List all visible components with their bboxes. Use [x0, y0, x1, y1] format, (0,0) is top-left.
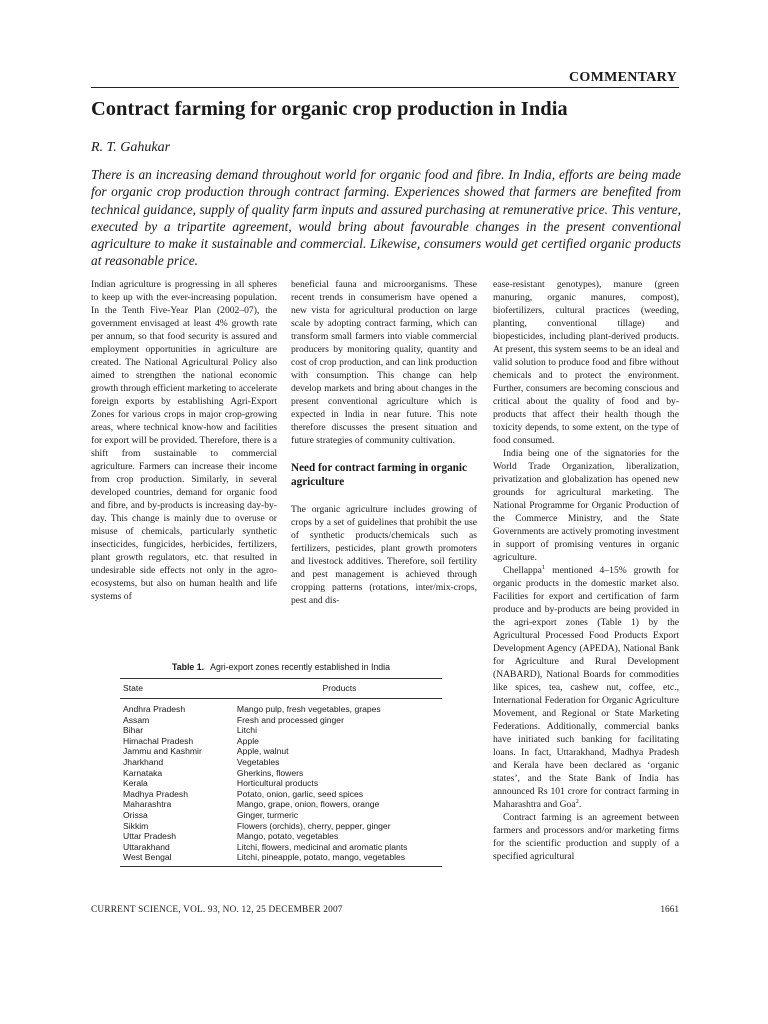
- table-1: [120, 662, 442, 867]
- table-row: [120, 704, 442, 715]
- article-abstract: There is an increasing demand throughout world for organic food and fibre. In India, efforts are being made for organic crop production through contract farming. Experiences showed that farmers are benefited from technical guidance, supply of quality farm inputs and assured purchasing at remunerative price. This venture, executed by a tripartite agreement, would bring about favourable changes in the present conventional agriculture to make it sustainable and commercial. Likewise, consumers would get certified organic products at reasonable price.: [91, 167, 681, 269]
- article-title: Contract farming for organic crop production in India: [91, 98, 568, 120]
- table-cell-products: Mango pulp, fresh vegetables, grapes: [236, 704, 381, 714]
- table-row: [120, 736, 442, 747]
- table-cell-products: Horticultural products: [236, 778, 319, 789]
- table-cell-products: Vegetables: [236, 756, 280, 767]
- table-cell-products: Mango, potato, vegetables: [236, 831, 339, 842]
- table-cell-state: Jammu and Kashmir: [123, 746, 202, 757]
- table-caption: [120, 662, 442, 672]
- reference-marker[interactable]: 2: [575, 797, 579, 805]
- citation-author: Chellappa: [503, 565, 542, 576]
- body-paragraph: India being one of the signatories for the World Trade Organization, liberalization, privatization and globalization has opened new grounds for agricultural marketing. The National Programme for Organic Production of the Commerce Ministry, and the State Governments are actively promoting investment in support of promising ventures in organic agriculture.: [493, 448, 679, 563]
- section-heading: Need for contract farming in organic agriculture: [291, 462, 467, 488]
- table-cell-products: Ginger, turmeric: [236, 809, 299, 820]
- table-row: [120, 799, 442, 810]
- paragraph-text: .: [578, 799, 582, 810]
- table-cell-products: Litchi: [236, 725, 257, 736]
- table-row: [120, 778, 442, 789]
- article-author: R. T. Gahukar: [91, 140, 171, 155]
- table-row: [120, 810, 442, 821]
- body-paragraph: ease-resistant genotypes), manure (green manuring, organic manures, compost), biofertilizers, cultural practices (weeding, planting, conventional tillage) and biopesticides, including plant-derived products. At present, this system seems to be an ideal and valid solution to produce food and fibre without chemicals and to protect the environment. Further, consumers are becoming conscious and critical about the quality of food and by-products that affect their health though the toxicity depends, to some extent, on the type of food consumed.: [493, 279, 679, 446]
- table-caption-text: Agri-export zones recently established in India: [210, 662, 391, 672]
- body-column-2: [291, 278, 477, 607]
- body-paragraph: Indian agriculture is progressing in all spheres to keep up with the ever-increasing population. In the Tenth Five-Year Plan (2002–07), the government envisaged at least 4% growth rate per annum, so that food security is assured and employment opportunities in agriculture are created. The National Agricultural Policy also aimed to strengthen the national economic growth through efficient marketing to accelerate foreign exports by establishing Agri-Export Zones for various crops in major crop-growing areas, where technical know-how and facilities for export will be provided. Therefore, there is a shift from sustainable to commercial agriculture. Farmers can increase their income from crop production. Similarly, in several developed countries, demand for organic food and fibre, and by-products is increasing day-by-day. This change is mainly due to overuse or misuse of chemicals, particularly synthetic insecticides, fungicides, herbicides, fertilizers, plant growth regulators, etc. that resulted in undesirable side effects not only in the agro-ecosystems, but also on human health and life systems of: [91, 279, 277, 602]
- table-cell-state: West Bengal: [123, 852, 172, 863]
- table-cell-state: Himachal Pradesh: [123, 735, 194, 746]
- table-cell-state: Assam: [123, 714, 150, 725]
- table-cell-products: Mango, grape, onion, flowers, orange: [236, 799, 380, 810]
- header-rule: [91, 87, 679, 88]
- table-cell-products: Fresh and processed ginger: [236, 714, 344, 725]
- table-cell-products: Litchi, flowers, medicinal and aromatic plants: [236, 841, 408, 852]
- body-paragraph: [493, 564, 679, 811]
- table-cell-products: Litchi, pineapple, potato, mango, vegetables: [236, 852, 406, 863]
- table-cell-products: Apple, walnut: [236, 746, 289, 757]
- table-cell-state: Bihar: [123, 725, 144, 736]
- table-row: [120, 852, 442, 863]
- table-label: Table 1.: [171, 662, 205, 672]
- table-cell-state: Uttarakhand: [123, 841, 170, 852]
- page-number: 1661: [660, 905, 679, 915]
- table-row: [120, 757, 442, 768]
- table-header: [120, 679, 442, 693]
- table-row: [120, 715, 442, 726]
- table-body: [120, 699, 442, 864]
- table-cell-products: Apple: [236, 735, 259, 746]
- table-row: [120, 768, 442, 779]
- body-paragraph: beneficial fauna and microorganisms. These recent trends in consumerism have opened a new vista for agricultural production on large scale by adopting contract farming, which can transform small farmers into viable commercial producers by monitoring quality, quantity and cost of crop production, and can link production with consumption. This change can help develop markets and bring about changes in the present conventional agriculture which is expected in India in near future. This note therefore discusses the present situation and future strategies of community cultivation.: [291, 279, 477, 446]
- table-row: [120, 725, 442, 736]
- body-paragraph: Contract farming is an agreement between farmers and processors and/or marketing firms for the scientific production and supply of a specified agricultural: [493, 812, 679, 862]
- table-row: [120, 789, 442, 800]
- table-cell-state: Andhra Pradesh: [123, 704, 186, 714]
- table-cell-state: Karnataka: [123, 767, 163, 778]
- paragraph-text: mentioned 4–15% growth for organic products in the domestic market also. Facilities for export and certification of farm produce and by-products are being provided in the agri-export zones (Table 1) by the Agricultural Processed Food Products Export Development Agency (APEDA), National Bank for Agriculture and Rural Development (NABARD), National Boards for commodities like spices, tea, cashew nut, coffee, etc., International Federation for Organic Agriculture Movement, and Regional or State Marketing Federations. Additionally, commercial banks have initiated such banking for facilitating loans. In fact, Uttarakhand, Madhya Pradesh and Kerala have been declared as ‘organic states’, and the State Bank of India has announced Rs 101 crore for contract farming in Maharashtra and Goa: [493, 565, 679, 810]
- body-column-3: [493, 278, 679, 863]
- table-row: [120, 831, 442, 842]
- table-cell-state: Sikkim: [123, 820, 149, 831]
- table-cell-state: Uttar Pradesh: [123, 831, 177, 842]
- table-cell-state: Kerala: [123, 778, 148, 789]
- table-header-products: Products: [322, 683, 357, 693]
- table-cell-products: Gherkins, flowers: [236, 767, 304, 778]
- table-row: [120, 746, 442, 757]
- table-cell-state: Orissa: [123, 809, 148, 820]
- table-row: [120, 821, 442, 832]
- table-row: [120, 842, 442, 853]
- table-cell-products: Flowers (orchids), cherry, pepper, ginger: [236, 820, 391, 831]
- table-cell-state: Jharkhand: [123, 756, 164, 767]
- section-label: COMMENTARY: [568, 70, 677, 85]
- table-cell-state: Maharashtra: [123, 799, 172, 810]
- reference-marker[interactable]: 1: [541, 563, 546, 571]
- body-column-1: [91, 278, 277, 603]
- journal-citation: CURRENT SCIENCE, VOL. 93, NO. 12, 25 DECEMBER 2007: [91, 905, 343, 915]
- table-cell-products: Potato, onion, garlic, seed spices: [236, 788, 364, 799]
- table-cell-state: Madhya Pradesh: [123, 788, 188, 799]
- body-paragraph: The organic agriculture includes growing of crops by a set of guidelines that prohibit the use of synthetic products/chemicals such as fertilizers, pesticides, plant growth promoters and livestock additives. Therefore, soil fertility and pest management is achieved through cropping patterns (rotations, inter/mix-crops, pest and dis-: [291, 504, 477, 606]
- table-header-state: State: [123, 683, 144, 693]
- table-rule-bottom: [120, 866, 442, 867]
